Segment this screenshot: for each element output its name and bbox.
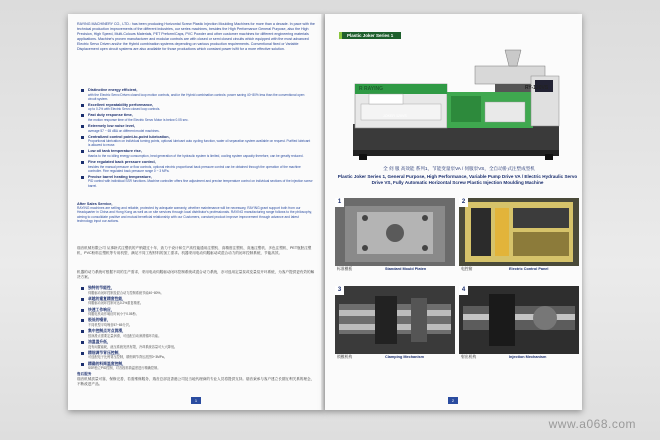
feature-item: Excellent repeatability performance, up to 0.2% with Electric Servo closed loop controls.: [81, 103, 313, 112]
zh-feature-item: 集中控制点对点润滑， 按润滑点需要定量润滑，可选配自动润滑循环功能。: [81, 329, 313, 338]
bullet-icon: [81, 287, 84, 290]
zh-feature-item: 卓越的重复精度性能， 伺服驱动闭环控制可达0.2%重复精度。: [81, 297, 313, 306]
zh-feature-item: 油温温升低， 没有闲置能耗，液压系统发热有限，冷却系统容量可大大降低。: [81, 340, 313, 349]
zh-feature-list: [81, 286, 313, 372]
injection-machine-illustration: [345, 46, 567, 164]
zh-feature-item: 精细调节背压控制， 可选配电子比例背压控制，精细调节背压范围0~3MPa。: [81, 351, 313, 360]
bullet-icon: [81, 319, 84, 322]
bullet-icon: [81, 150, 84, 153]
bullet-icon: [81, 161, 84, 164]
brand-logo: R RAYING: [359, 86, 383, 92]
page-number: 2: [448, 397, 458, 404]
zh-service-text: 瑞音机械质量可靠，保修完善，若需维修服务，瑞音总部及香港公司及当地代理商的专业人员将提供支持。瑞音秉承与客户建立长期互利关系的理念，不断改进产品。: [77, 377, 315, 386]
after-sales-heading: After Sales Service,: [77, 202, 113, 206]
clamping-mechanism-photo: [335, 286, 455, 354]
bullet-icon: [81, 89, 84, 92]
site-watermark: www.a068.com: [548, 417, 636, 431]
photo-tile: 2: [459, 198, 579, 266]
machine-label: JOKER 120VS: [383, 114, 407, 118]
zh-feature-item: 精确的料筒温度控制， SSR独立PID控制，对各段料筒温度进行精确控制。: [81, 362, 313, 371]
feature-item: Extremely low noise level, average 57 ~ 65 dBA on different model machines.: [81, 124, 313, 133]
after-sales-text: RAYING machines are selling and reliable, protected by adequate warranty, whether maintenance will be necessary, RAYING grant support both from our Headquarter in China and Hong Kong as well as on site services through local distributor's professionals. RAYING manufacturing range follows to the philosophy, aiming to consolidate positive and mutual beneficial relationship with our Customers, constant product improve improvement through advance and latest technology input our actions.: [77, 206, 312, 223]
left-page: [68, 14, 325, 410]
zh-intro-2: 机器的动力系统可根据不同的生产需求，采用电动伺服驱动闭环控制系统或混合动力系统，亦可选用定量泵或变量泵开环系统，为客户提供更有效的解决方案。: [77, 270, 315, 279]
zh-feature-item: 独特的节能性， 伺服驱动闭环控制及混合动力控制系统节能40~80%。: [81, 286, 313, 295]
zh-feature-item: 极低的噪音， 不同机型平均噪音57~65分贝。: [81, 318, 313, 327]
feature-item: Low oil tank temperature rise, thanks to the no idling energy consumption, heat generation of the hydraulic system is limited, cooling system capacity therefore, can be greatly reduced.: [81, 149, 313, 158]
zh-service-heading: 售后服务: [77, 372, 92, 376]
bullet-icon: [81, 125, 84, 128]
en-product-title: Plastic Joker Series 1, General Purpose, High Performance, Variable Pump Drive VA / Electric Hydraulic Servo Drive VS, Fully Automatic Horizontal Screw Plastic Injection Moulding Machine: [337, 174, 578, 185]
after-sales-section: [77, 202, 315, 223]
right-page: Plastic Joker Series 1 R RAYING JOKER 120VS RY-120VS 全 伺 服 高效能 系列1，节能变量泵VA / 伺服泵VS，全自动卧式注塑成型机 Plastic Joker Series 1, General Purpose, High Performance, Variable Pump Drive VA / Electric Hydraulic Servo Drive VS, Fully Automatic Horizontal Screw Plastic Injection Moulding Machine 1 2 标准模板 Standard Mould Platen 电控箱 Electric Control Panel 3 4 锁模机构 Clamping Mechanism 射出机构 Injection Mechanism 2: [325, 14, 582, 410]
feature-item: Fine regulated back pressure control, besides the manual pressure or flow controls, optional electric proportional back pressure control can be obtained through the operation of the machine controller. Fine regulated back pressure range 0 ~ 3 MPa.: [81, 160, 313, 173]
bullet-icon: [81, 330, 84, 333]
bullet-icon: [81, 104, 84, 107]
bullet-icon: [81, 176, 84, 179]
series-tag: Plastic Joker Series 1: [339, 32, 401, 39]
feature-list: [81, 88, 313, 190]
bullet-icon: [81, 136, 84, 139]
feature-item: Centralized control point-to-point lubrication, Proportional lubrication on individual turning points, optional lubricant auto cycling function, water oil separation system available on request. Purified lubricant is allowed to reuse.: [81, 135, 313, 148]
control-panel-photo: [459, 198, 579, 266]
bullet-icon: [81, 352, 84, 355]
feature-item: Distinctive energy efficient, with the Electric Servo Driven closed loop motion controls, and/or the Hybrid combination controls: power saving 40~80% less than the conventional open circuit system.: [81, 88, 313, 101]
injection-mechanism-photo: [459, 286, 579, 354]
zh-intro: 瑞音机械有限公司 从事卧式注塑机的产销超过十年，致力于设计和生产高性能通用注塑机、高精度注塑机、高速注塑机、多色注塑机、PET瓶胚注塑机、PVC粉料注塑机等专用机型，满足不同工程材料的加工需求。机器采用电动伺服驱动或混合动力的闭环控制系统，节能高效。: [77, 246, 312, 255]
feature-item: Fast duty response time, the motion response time of the Electric Servo Motor is below 0.05 sec.: [81, 113, 313, 122]
company-intro: RAYING MACHINERY CO., LTD.: has been producing Horizontal Screw Plastic Injection Moulding Machines for more than a decade. In pace with the technical production improvements of the different industries, our series machines, besides the High Performance General Purpose, also the High Precision, High Speed, Multi-Colours Materials, PET Preform/Caps, PVC Powder and other customer machines for different engineering materials applications. Machine's proven manufacturer and modular controls are with closed or semi closed circuits which equipped with the most advanced Electric Servo Driven and/or the Hybrid combination systems depending on various production requirements. Conventional fixed or Variable Displacement open circuit systems are also available for those productions which constant power is/fit for a more effective solution.: [77, 22, 315, 51]
feature-item: Precise barrel heating temperature, PID control with individual SSR functions. Machine controller offers fine adjustment and precise temperature control on individual sections of the injection screw barrel.: [81, 175, 313, 188]
bullet-icon: [81, 363, 84, 366]
zh-product-title: 全 伺 服 高效能 系列1，节能变量泵VA / 伺服泵VS，全自动卧式注塑成型机: [383, 166, 535, 171]
photo-tile: 1: [335, 198, 455, 266]
bullet-icon: [81, 309, 84, 312]
bullet-icon: [81, 114, 84, 117]
mould-platen-photo: [335, 198, 455, 266]
photo-tile: 3: [335, 286, 455, 354]
bullet-icon: [81, 341, 84, 344]
zh-service-section: [77, 372, 315, 387]
zh-feature-item: 快速工作响应， 伺服电机动作响应时间小于0.05秒。: [81, 308, 313, 317]
photo-tile: 4: [459, 286, 579, 354]
model-badge: RY-120VS: [525, 85, 549, 91]
page-number: 1: [191, 397, 201, 404]
bullet-icon: [81, 298, 84, 301]
